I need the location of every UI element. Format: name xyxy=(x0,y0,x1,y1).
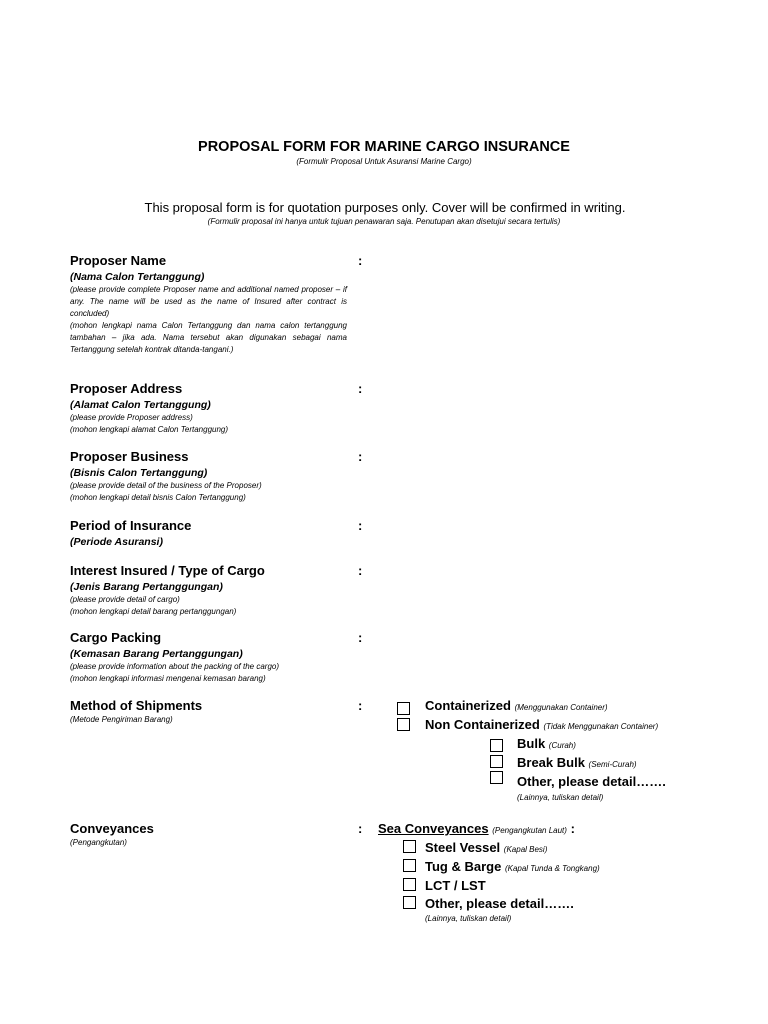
lct-lst-checkbox[interactable] xyxy=(403,878,416,891)
tug-barge-checkbox[interactable] xyxy=(403,859,416,872)
field-note-translation: (mohon lengkapi nama Calon Tertanggung dan nama calon tertanggung tambahan – jika ada. Nama tersebut akan digunakan sebagai nama Tertanggung setelah kontrak ditanda-tangani.) xyxy=(70,321,347,354)
sea-conveyances-label: Sea Conveyances xyxy=(378,821,489,836)
option-label: Other, please detail……. xyxy=(425,896,574,911)
field-label-translation: (Kemasan Barang Pertanggungan) xyxy=(70,648,243,660)
field-label: Proposer Address xyxy=(70,381,183,396)
field-note-translation: (mohon lengkapi detail barang pertanggungan) xyxy=(70,607,237,616)
field-note-translation: (Metode Pengiriman Barang) xyxy=(70,715,173,724)
field-note: (please provide detail of the business of the Proposer) xyxy=(70,481,262,490)
field-conveyances xyxy=(70,821,347,849)
field-note: (please provide complete Proposer name and additional named proposer – if any. The name will be used as the name of Insured after contract is concluded) xyxy=(70,285,347,318)
option-label: Break Bulk xyxy=(517,755,585,770)
other-sea-checkbox[interactable] xyxy=(403,896,416,909)
other-shipment-note: (Lainnya, tuliskan detail) xyxy=(517,793,604,802)
field-label-translation: (Bisnis Calon Tertanggung) xyxy=(70,467,208,479)
field-colon: : xyxy=(358,821,363,836)
field-proposer-address xyxy=(70,381,347,436)
sea-conveyances-colon: : xyxy=(570,821,575,836)
field-colon: : xyxy=(358,381,363,396)
field-note-translation: (mohon lengkapi alamat Calon Tertanggung) xyxy=(70,425,229,434)
option-label: Non Containerized xyxy=(425,717,540,732)
option-note: (Menggunakan Container) xyxy=(514,703,608,712)
containerized-checkbox[interactable] xyxy=(397,702,410,715)
field-interest-insured xyxy=(70,563,347,618)
field-label: Period of Insurance xyxy=(70,518,192,533)
non-containerized-option xyxy=(425,717,658,732)
field-label-translation: (Nama Calon Tertanggung) xyxy=(70,271,205,283)
field-note-translation: (mohon lengkapi detail bisnis Calon Tertanggung) xyxy=(70,493,246,502)
tug-barge-option xyxy=(425,859,600,874)
field-period-of-insurance xyxy=(70,518,347,549)
steel-vessel-option xyxy=(425,840,547,855)
quotation-notice: This proposal form is for quotation purposes only. Cover will be confirmed in writing. xyxy=(144,200,626,215)
field-colon: : xyxy=(358,449,363,464)
field-colon: : xyxy=(358,698,363,713)
option-label: Containerized xyxy=(425,698,511,713)
field-label: Method of Shipments xyxy=(70,698,203,713)
option-note: (Kapal Tunda & Tongkang) xyxy=(504,864,600,873)
field-label: Conveyances xyxy=(70,821,154,836)
break-bulk-checkbox[interactable] xyxy=(490,755,503,768)
field-note-translation: (mohon lengkapi informasi mengenai kemasan barang) xyxy=(70,674,266,683)
sea-conveyances-note: (Pengangkutan Laut) xyxy=(492,826,567,835)
option-note: (Kapal Besi) xyxy=(503,845,548,854)
option-label: LCT / LST xyxy=(425,878,486,893)
field-proposer-name xyxy=(70,253,347,356)
field-colon: : xyxy=(358,563,363,578)
lct-lst-option xyxy=(425,878,486,893)
field-proposer-business xyxy=(70,449,347,504)
field-label-translation: (Periode Asuransi) xyxy=(70,536,163,548)
other-shipment-checkbox[interactable] xyxy=(490,771,503,784)
bulk-checkbox[interactable] xyxy=(490,739,503,752)
field-note: (please provide information about the packing of the cargo) xyxy=(70,662,280,671)
other-sea-note: (Lainnya, tuliskan detail) xyxy=(425,914,512,923)
field-colon: : xyxy=(358,253,363,268)
other-shipment-option xyxy=(517,774,666,789)
option-note: (Tidak Menggunakan Container) xyxy=(543,722,659,731)
option-label: Bulk xyxy=(517,736,546,751)
field-method-of-shipments xyxy=(70,698,347,726)
bulk-option xyxy=(517,736,576,751)
field-label: Cargo Packing xyxy=(70,630,162,645)
option-label: Tug & Barge xyxy=(425,859,502,874)
field-label: Proposer Business xyxy=(70,449,189,464)
sea-conveyances-heading xyxy=(378,821,575,836)
field-label: Interest Insured / Type of Cargo xyxy=(70,563,265,578)
form-subtitle: (Formulir Proposal Untuk Asuransi Marine Cargo) xyxy=(296,157,472,166)
option-label: Steel Vessel xyxy=(425,840,501,855)
field-colon: : xyxy=(358,630,363,645)
option-note: (Curah) xyxy=(548,741,576,750)
field-label-translation: (Alamat Calon Tertanggung) xyxy=(70,399,211,411)
option-note: (Semi-Curah) xyxy=(588,760,637,769)
field-label: Proposer Name xyxy=(70,253,167,268)
steel-vessel-checkbox[interactable] xyxy=(403,840,416,853)
quotation-notice-translation: (Formulir proposal ini hanya untuk tujuan penawaran saja. Penutupan akan disetujui secara tertulis) xyxy=(207,217,561,226)
field-note: (please provide detail of cargo) xyxy=(70,595,180,604)
field-colon: : xyxy=(358,518,363,533)
field-label-translation: (Jenis Barang Pertanggungan) xyxy=(70,581,223,593)
break-bulk-option xyxy=(517,755,637,770)
field-cargo-packing xyxy=(70,630,347,685)
option-label: Other, please detail……. xyxy=(517,774,666,789)
field-note-translation: (Pengangkutan) xyxy=(70,838,127,847)
form-title: PROPOSAL FORM FOR MARINE CARGO INSURANCE xyxy=(198,139,570,155)
containerized-option xyxy=(425,698,608,713)
other-sea-option xyxy=(425,896,574,911)
non-containerized-checkbox[interactable] xyxy=(397,718,410,731)
field-note: (please provide Proposer address) xyxy=(70,413,193,422)
